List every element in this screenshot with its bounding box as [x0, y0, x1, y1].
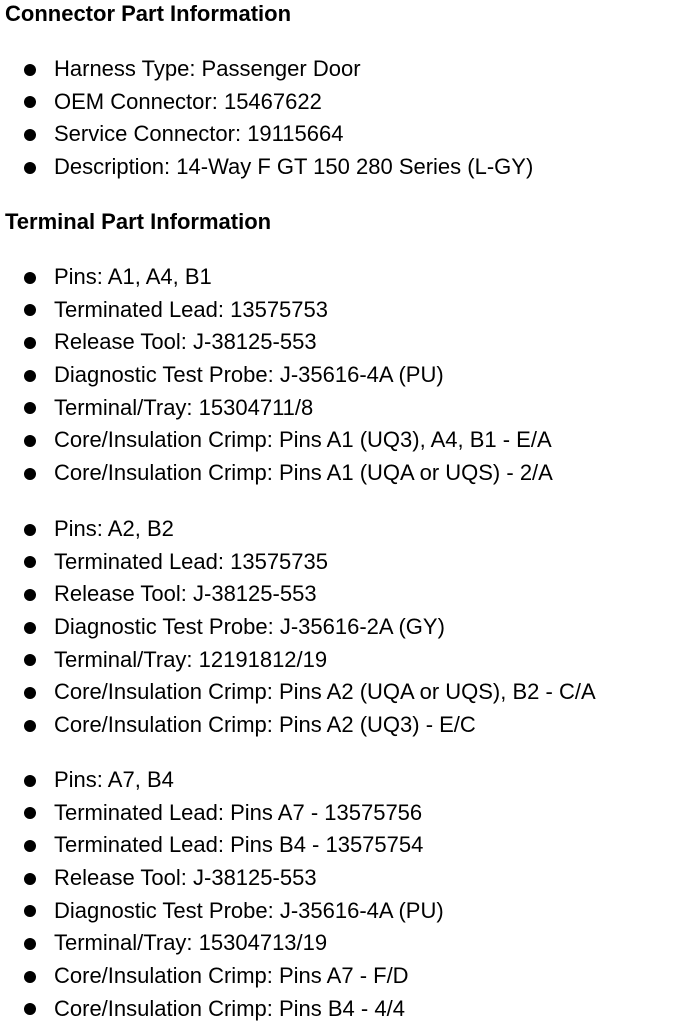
connector-part-information-heading: Connector Part Information: [5, 1, 292, 26]
bullet-icon: [24, 622, 36, 634]
bullet-icon: [24, 720, 36, 732]
list-item-text: Pins: A2, B2: [54, 516, 174, 541]
bullet-icon: [24, 971, 36, 983]
bullet-icon: [24, 272, 36, 284]
list-item-text: Pins: A7, B4: [54, 767, 174, 792]
list-item-text: Terminated Lead: 13575735: [54, 548, 328, 574]
bullet-icon: [24, 129, 36, 141]
list-item-text: Diagnostic Test Probe: J-35616-2A (GY): [54, 614, 445, 640]
bullet-icon: [24, 304, 36, 316]
bullet-icon: [24, 1003, 36, 1015]
list-item-text: Core/Insulation Crimp: Pins A7 - F/D: [54, 963, 409, 989]
list-item-text: Description: 14-Way F GT 150 280 Series (L-GY): [54, 154, 534, 180]
bullet-icon: [24, 402, 36, 414]
list-item-text: Release Tool: J-38125-553: [54, 865, 317, 891]
terminal-part-information-heading: Terminal Part Information: [5, 209, 272, 234]
list-item-text: Pins: A1, A4, B1: [54, 264, 212, 289]
bullet-icon: [24, 435, 36, 447]
bullet-icon: [24, 654, 36, 666]
list-item-text: Release Tool: J-38125-553: [54, 581, 317, 607]
bullet-icon: [24, 905, 36, 917]
list-item-text: Terminal/Tray: 15304711/8: [54, 394, 314, 420]
bullet-icon: [24, 337, 36, 349]
list-item-text: Core/Insulation Crimp: Pins A1 (UQA or UQS) - 2/A: [54, 460, 553, 486]
bullet-icon: [24, 775, 36, 787]
bullet-icon: [24, 807, 36, 819]
bullet-icon: [24, 556, 36, 568]
bullet-icon: [24, 64, 36, 76]
list-item-text: Service Connector: 19115664: [54, 121, 344, 147]
list-item-text: Diagnostic Test Probe: J-35616-4A (PU): [54, 897, 444, 923]
list-item-text: Terminated Lead: Pins A7 - 13575756: [54, 799, 423, 825]
list-item-text: Core/Insulation Crimp: Pins A2 (UQ3) - E/C: [54, 712, 476, 738]
bullet-icon: [24, 468, 36, 480]
list-item-text: Terminal/Tray: 12191812/19: [54, 646, 328, 672]
list-item-text: Core/Insulation Crimp: Pins A1 (UQ3), A4, B1 - E/A: [54, 427, 552, 453]
list-item-text: Terminated Lead: 13575753: [54, 296, 328, 322]
bullet-icon: [24, 873, 36, 885]
bullet-icon: [24, 162, 36, 174]
list-item-text: Diagnostic Test Probe: J-35616-4A (PU): [54, 362, 444, 388]
list-item-text: Terminal/Tray: 15304713/19: [54, 930, 328, 956]
bullet-icon: [24, 589, 36, 601]
bullet-icon: [24, 687, 36, 699]
bullet-icon: [24, 96, 36, 108]
list-item-text: Terminated Lead: Pins B4 - 13575754: [54, 832, 424, 858]
bullet-icon: [24, 840, 36, 852]
list-item-text: Core/Insulation Crimp: Pins B4 - 4/4: [54, 995, 405, 1021]
list-item-text: OEM Connector: 15467622: [54, 88, 322, 114]
list-item-text: Harness Type: Passenger Door: [54, 56, 361, 81]
bullet-icon: [24, 370, 36, 382]
list-item-text: Release Tool: J-38125-553: [54, 329, 317, 355]
list-item-text: Core/Insulation Crimp: Pins A2 (UQA or UQS), B2 - C/A: [54, 679, 596, 705]
bullet-icon: [24, 524, 36, 536]
bullet-icon: [24, 938, 36, 950]
